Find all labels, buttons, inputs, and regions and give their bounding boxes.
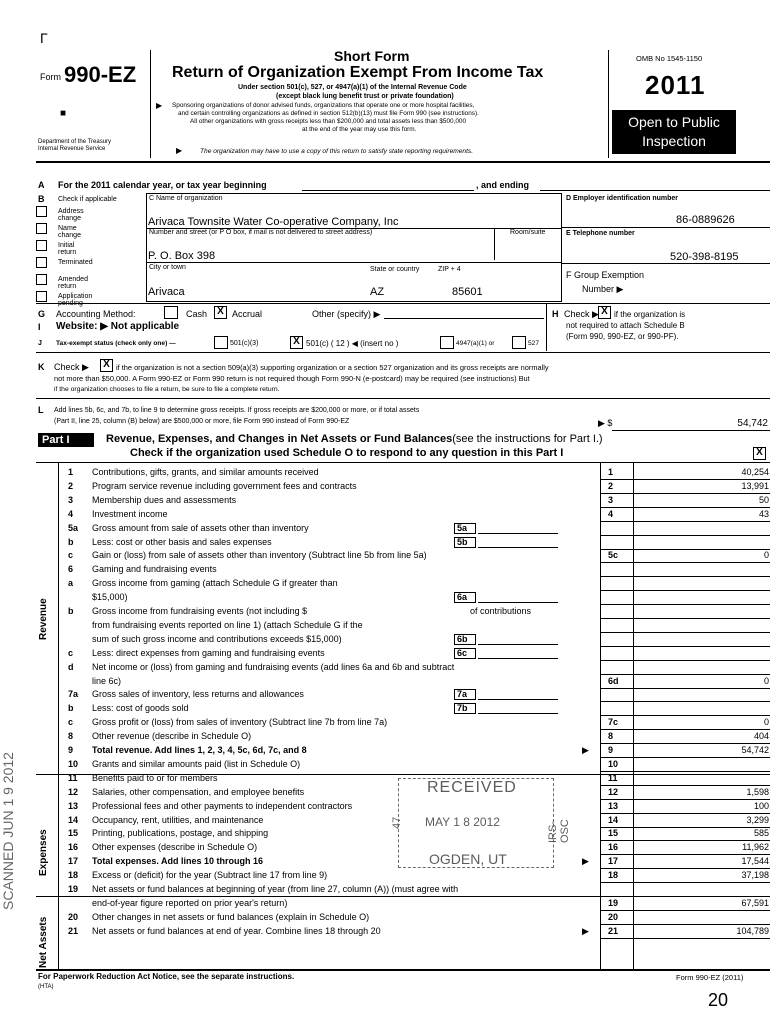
line-box-number: 10 [608,758,619,769]
department-name: Department of the Treasury Internal Revenue Service [38,139,112,152]
line-number: 13 [68,800,79,811]
sub-line-box: 5a [454,523,476,534]
sponsoring-text: Sponsoring organizations of donor advised funds, organizations that operate one or more hospital facilities, and certain controlling organizations as defined in section 512(b)(13) must file Form 990 (see instructions). All other organizations with gross receipts less than $200,000 and total assets less than $500,000 at the end of the year may use this form. [172,102,479,133]
line-amount-field[interactable]: 0 [763,550,769,561]
sub-line-amount-field[interactable] [478,658,558,659]
line-description: Total expenses. Add lines 10 through 16 [92,856,264,867]
527-label: 527 [528,340,540,347]
line-box-number: 14 [608,814,619,825]
room-suite-label: Room/suite [510,229,546,236]
group-exemption-label: F Group Exemption Number ▶ [566,270,645,294]
line-number: c [68,550,74,561]
line-box-number: 17 [608,856,619,867]
form-label: Form [40,72,61,82]
line-description: Less: direct expenses from gaming and fundraising events [92,647,325,658]
amended-return-checkbox[interactable] [36,274,47,285]
ein-rule [562,227,770,228]
line-description: Other changes in net assets or fund balances (explain in Schedule O) [92,911,370,922]
line-b-letter: B [38,194,45,204]
part-i-line [40,522,770,534]
part-i-line [40,675,770,687]
line-g-letter: G [38,309,46,319]
tax-year-end-field[interactable] [540,190,770,191]
line-k-letter: K [38,362,45,372]
k-check-label: Check ▶ [54,362,89,372]
line-amount-field[interactable]: 50 [758,494,769,505]
line-amount-field[interactable]: 37,198 [741,870,769,881]
sub-line-box: 7b [454,703,476,714]
sub-line-box: 7a [454,689,476,700]
line-description: sum of such gross income and contributions exceeds $15,000) [92,633,342,644]
h-check-label: Check ▶ [564,309,599,319]
part-i-line [40,883,770,895]
h-rest-text: if the organization is [614,310,686,319]
part-i-line [40,480,770,492]
line-h-letter: H [552,309,559,319]
part-i-line [40,508,770,520]
part-i-bottom [36,969,770,971]
part-i-line [40,633,770,645]
check-if-applicable: Check if applicable [58,196,117,203]
sub-line-amount-field[interactable] [478,602,558,603]
address-change-label: Address change [58,208,84,222]
sub-line-box: 6a [454,592,476,603]
arrow-icon: ▶ [582,856,589,867]
line-description: Professional fees and other payments to independent contractors [92,800,353,811]
zip-field[interactable]: 85601 [452,286,483,298]
sub-line-amount-field[interactable] [478,547,558,548]
501c3-label: 501(c)(3) [230,340,259,347]
form-main-title: Return of Organization Exempt From Income Tax [172,64,544,81]
part-i-line [40,897,770,909]
sub-line-box: 6c [454,648,476,659]
zip-label: ZIP + 4 [438,266,461,273]
line-number: 7a [68,689,79,700]
hta-mark: (HTA) [38,984,54,990]
line-description: Less: cost of goods sold [92,703,189,714]
application-pending-checkbox[interactable] [36,291,47,302]
line-number: 19 [68,884,79,894]
line-l-letter: L [38,405,44,415]
line-number: a [68,578,74,589]
form-reference: Form 990-EZ (2011) [676,973,744,982]
side-label-net-assets: Net Assets [38,916,49,968]
line-box-number: 12 [608,786,619,797]
part-i-line [40,577,770,589]
org-info-box [146,193,562,302]
sub-line-amount-field[interactable] [478,713,558,714]
line-amount-field[interactable]: 13,991 [741,480,769,491]
accounting-method-label: Accounting Method: [56,309,136,319]
part-i-line [40,661,770,673]
schedule-o-check-line: Check if the organization used Schedule O to respond to any question in this Part I [130,447,564,459]
room-divider [494,228,495,260]
part-i-line [40,494,770,506]
sponsoring-arrow: ▶ [156,101,163,110]
line-amount-field[interactable]: 3,299 [746,814,769,825]
schedule-b-checkbox[interactable]: X [598,306,611,319]
line-number: c [68,717,74,728]
sub-line-amount-field[interactable] [478,533,558,534]
line-description: Salaries, other compensation, and employee benefits [92,786,305,797]
part-i-line [40,744,770,756]
line-number: 14 [68,814,79,825]
gross-receipts-value[interactable]: 54,742 [737,418,768,429]
except-line: (except black lung benefit trust or private foundation) [276,93,454,100]
line-number: 4 [68,508,74,519]
line-amount-field[interactable]: 0 [763,717,769,728]
line-number: 11 [68,772,78,783]
part-i-line [40,716,770,728]
line-amount-field[interactable]: 17,544 [741,856,769,867]
k-text: if the organization is not a section 509(a)(3) supporting organization or a section 527 organization and its gross receipts are normally not more than $50,000. A Form 990-EZ or Form 990 return is not required though Form 990-N (e-postcard) may be required (see instructions) But if the organization chooses to file a return, be sure to file a complete return. [54,363,549,393]
sub-line-box: 6b [454,634,476,645]
line-description: Contributions, gifts, grants, and similar amounts received [92,467,319,477]
ghij-bottom [36,352,770,353]
part-i-title-rule [36,462,770,463]
line-box-number: 1 [608,467,614,477]
line-amount-field[interactable]: 100 [753,800,769,811]
other-method-label: Other (specify) ▶ [312,309,381,319]
line-box-number: 15 [608,828,619,839]
telephone-field[interactable]: 520-398-8195 [670,251,739,263]
initial-return-label: Initial return [58,242,77,256]
part-i-line [40,619,770,631]
name-of-org-label: C Name of organization [149,195,223,202]
line-extra-text: of contributions [470,606,532,616]
omb-number: OMB No 1545-1150 [636,54,703,63]
sub-line-box: 5b [454,537,476,548]
line-box-number: 16 [608,842,619,853]
line-number: 8 [68,731,74,742]
line-description: Total revenue. Add lines 1, 2, 3, 4, 5c, 6d, 7c, and 8 [92,745,307,755]
state-field[interactable]: AZ [370,286,385,298]
city-label: City or town [149,264,186,271]
line-description: Gross income from gaming (attach Schedule G if greater than [92,578,338,589]
4947-checkbox[interactable] [440,336,454,349]
accrual-label: Accrual [232,309,263,319]
line-number: c [68,647,74,658]
terminated-checkbox[interactable] [36,257,47,268]
arrow-icon: ▶ [582,745,589,755]
line-number: d [68,661,74,672]
line-number: 18 [68,870,79,881]
line-description: end-of-year figure reported on prior year's return) [92,897,288,908]
line-description: Gross amount from sale of assets other than inventory [92,522,309,533]
line-description: Investment income [92,508,168,519]
ein-label: D Employer identification number [566,195,679,202]
line-number: 12 [68,786,79,797]
line-number: b [68,536,74,547]
arrow-icon: ▶ [582,925,589,936]
line-description: $15,000) [92,592,128,603]
street-rule [146,262,562,263]
line-number: 16 [68,842,79,853]
line-box-number: 9 [608,745,614,755]
line-description: Gross sales of inventory, less returns and allowances [92,689,304,700]
line-description: Less: cost or other basis and sales expenses [92,536,272,547]
and-ending-text: , and ending [476,180,529,190]
header-divider-left [150,50,151,158]
501c-label: 501(c) ( 12 ) ◀ (insert no ) [306,339,399,348]
line-box-number: 19 [608,897,619,908]
corner-mark: Γ [40,30,48,46]
tax-exempt-status-label: Tax-exempt status (check only one) — [56,340,176,347]
section-a-bottom [36,303,770,304]
line-box-number: 18 [608,870,619,881]
part-i-line [40,647,770,659]
line-number: 20 [68,911,79,922]
header-divider-right [608,50,609,158]
part-i-line [40,869,770,881]
paperwork-notice: For Paperwork Reduction Act Notice, see the separate instructions. [38,972,295,981]
street-label: Number and street (or P O box, if mail is not delivered to street address) [149,229,373,236]
line-a-letter: A [38,180,45,190]
page-mark: 20 [708,990,729,1010]
line-description: Membership dues and assessments [92,494,237,505]
schedule-o-checkbox[interactable]: X [753,447,766,460]
line-amount-field[interactable]: 0 [763,675,769,686]
part-i-line [40,466,770,478]
k-checkbox[interactable]: X [100,359,113,372]
line-description: from fundraising events reported on line 1) (attach Schedule G if the [92,619,363,630]
street-field[interactable]: P. O. Box 398 [148,250,216,262]
amended-return-label: Amended return [58,276,88,290]
line-box-number: 21 [608,925,619,936]
line-box-number: 6d [608,675,619,686]
line-description: Other expenses (describe in Schedule O) [92,842,258,853]
line-description: Occupancy, rent, utilities, and maintenance [92,814,264,825]
part-i-line [40,688,770,700]
header-bottom-rule [36,161,770,163]
line-description: Net assets or fund balances at beginning of year (from line 27, column (A)) (must agree with [92,884,459,894]
line-number: 15 [68,828,79,839]
line-description: line 6c) [92,675,122,686]
501c-checkbox[interactable]: X [290,336,303,349]
line-description: Gross profit or (loss) from sales of inventory (Subtract line 7b from line 7a) [92,717,388,728]
terminated-label: Terminated [58,259,93,266]
ein-field[interactable]: 86-0889626 [676,214,735,226]
line-description: Printing, publications, postage, and shipping [92,828,269,839]
line-number: 2 [68,480,74,491]
line-number: b [68,606,74,616]
sub-line-amount-field[interactable] [478,644,558,645]
website-field[interactable]: Website: ▶ Not applicable [56,321,180,332]
line-i-letter: I [38,322,41,332]
line-rule [600,938,770,939]
4947-label: 4947(a)(1) or [456,340,495,347]
city-field[interactable]: Arivaca [148,286,185,298]
line-box-number: 5c [608,550,619,561]
tax-year: 2011 [645,70,706,100]
part-i-line [40,563,770,575]
cash-label: Cash [186,309,208,319]
line-description: Benefits paid to or for members [92,772,218,783]
line-description: Gross income from fundraising events (not including $ [92,606,308,616]
line-description: Grants and similar amounts paid (list in Schedule O) [92,758,301,769]
527-checkbox[interactable] [512,336,526,349]
short-form-title: Short Form [334,48,410,64]
part-i-title: Revenue, Expenses, and Changes in Net Assets or Fund Balances(see the instructions for Part I.) [106,433,603,445]
line-description: Gain or (loss) from sale of assets other than inventory (Subtract line 5b from line 5a) [92,550,427,561]
line-number: 6 [68,564,74,575]
line-box-number: 8 [608,731,614,742]
l-value-rule [612,430,770,431]
line-number: 17 [68,856,79,867]
part-i-line [40,536,770,548]
bullet-mark: ■ [60,108,67,119]
line-description: Net income or (loss) from gaming and fundraising events (add lines 6a and 6b and subtract [92,661,455,672]
h-divider [546,303,547,351]
tax-year-begin-field[interactable] [302,190,474,191]
may-have-arrow: ▶ [176,146,183,155]
side-label-revenue: Revenue [38,598,49,640]
received-stamp: RECEIVED MAY 1 8 2012 OGDEN, UT IRS-OSC 47 [391,779,571,867]
h-rest-text-2: not required to attach Schedule B (Form 990, 990-EZ, or 990-PF). [566,321,685,341]
side-label-expenses: Expenses [38,829,49,876]
line-description: Gaming and fundraising events [92,564,217,575]
line-box-number: 3 [608,494,614,505]
application-pending-label: Application pending [58,293,93,307]
other-method-field[interactable] [384,318,544,319]
may-have-to-text: The organization may have to use a copy of this return to satisfy state reporting requirements. [200,148,474,155]
501c3-checkbox[interactable] [214,336,228,349]
line-number: 9 [68,745,74,755]
name-change-label: Name change [58,225,81,239]
line-box-number: 7c [608,717,619,728]
line-number: 10 [68,758,79,769]
under-section: Under section 501(c), 527, or 4947(a)(1) of the Internal Revenue Code [238,84,467,91]
line-box-number: 13 [608,800,619,811]
state-label: State or country [370,266,420,273]
l-text: Add lines 5b, 6c, and 7b, to line 9 to determine gross receipts. If gross receipts are $200,000 or more, or if total assets (Part II, line 25, column (B) below) are $500,000 or more, file Form 990 instead of Form 990-EZ [54,407,420,425]
scanned-margin-stamp: SCANNED JUN 1 9 2012 [0,752,16,910]
cash-checkbox[interactable] [164,306,178,319]
line-description: Program service revenue including government fees and contracts [92,480,357,491]
accrual-checkbox[interactable]: X [214,306,227,319]
line-amount-field[interactable]: 585 [753,828,769,839]
name-change-checkbox[interactable] [36,223,47,234]
part-i-label: Part I [38,433,94,447]
line-j-letter: J [38,340,42,347]
initial-return-checkbox[interactable] [36,240,47,251]
line-box-number: 20 [608,911,619,922]
line-amount-field[interactable]: 40,254 [741,467,769,477]
line-description: Excess or (deficit) for the year (Subtract line 17 from line 9) [92,870,328,881]
line-a-text: For the 2011 calendar year, or tax year beginning [58,180,267,190]
part-i-line [40,605,770,617]
part-i-line [40,730,770,742]
org-name-field[interactable]: Arivaca Townsite Water Co-operative Company, Inc [148,216,399,228]
part-i-line [40,591,770,603]
k-bottom [36,398,770,399]
line-number: b [68,703,74,714]
line-amount-field[interactable]: 54,742 [741,745,769,755]
line-box-number: 11 [608,772,618,783]
line-amount-field[interactable]: 11,962 [742,842,769,853]
line-amount-field[interactable]: 67,591 [741,897,769,908]
line-amount-field[interactable]: 104,789 [736,925,769,936]
part-i-line [40,702,770,714]
line-amount-field[interactable]: 404 [753,731,769,742]
line-number: 1 [68,467,74,477]
line-amount-field[interactable]: 43 [758,508,769,519]
sub-line-amount-field[interactable] [478,699,558,700]
telephone-label: E Telephone number [566,230,635,237]
open-to-public-badge: Open to Public Inspection [612,110,736,154]
line-box-number: 4 [608,508,614,519]
line-description: Other revenue (describe in Schedule O) [92,731,252,742]
line-amount-field[interactable]: 1,598 [746,786,769,797]
line-box-number: 2 [608,480,614,491]
part-i-line [40,758,770,770]
part-i-line [40,549,770,561]
part-i-line [40,925,770,937]
form-number: 990-EZ [64,62,137,87]
line-number: 21 [68,925,79,936]
address-change-checkbox[interactable] [36,206,47,217]
line-description: Net assets or fund balances at end of year. Combine lines 18 through 20 [92,925,381,936]
line-number: 5a [68,522,79,533]
phone-rule [562,263,770,264]
l-arrow: ▶ $ [598,418,613,428]
part-i-line [40,911,770,923]
line-number: 3 [68,494,74,505]
